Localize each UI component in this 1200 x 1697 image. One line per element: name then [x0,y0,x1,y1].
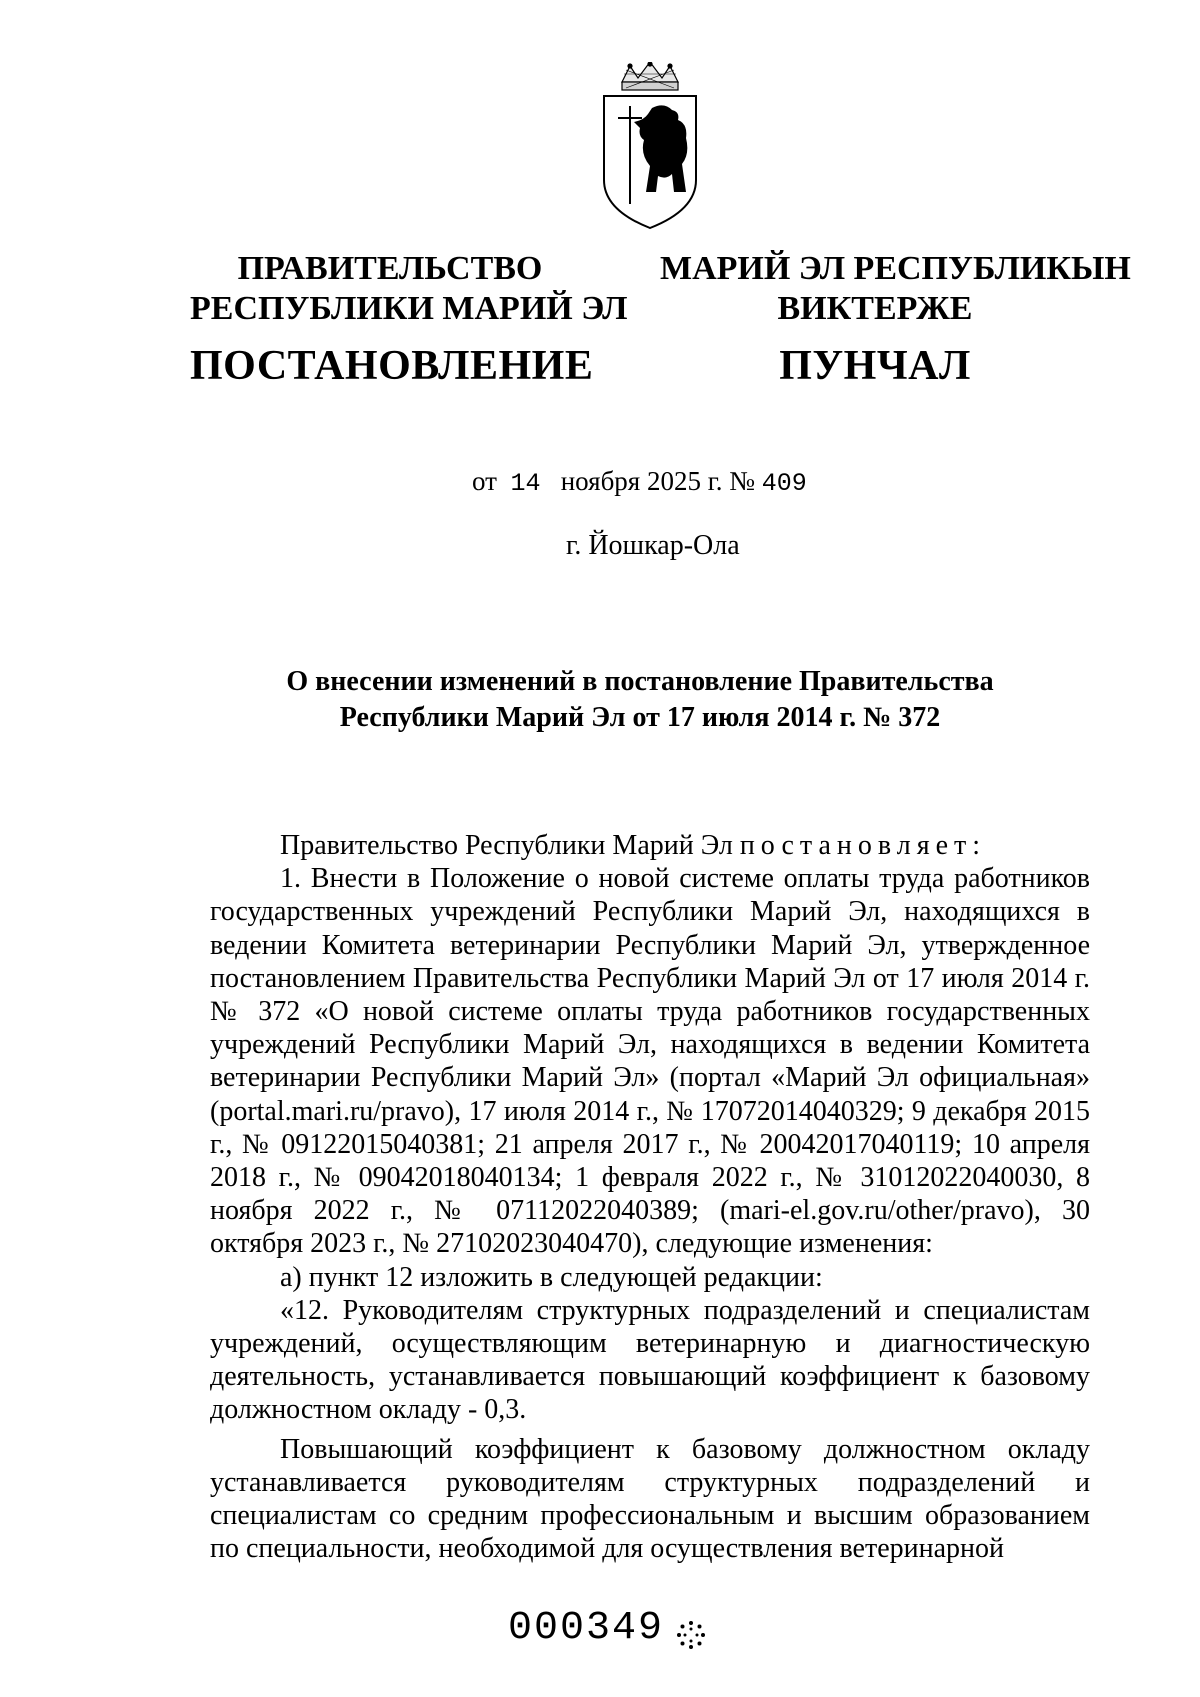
header-left-doc-type: ПОСТАНОВЛЕНИЕ [190,343,594,389]
crown-icon [622,62,678,90]
subject-line1: О внесении изменений в постановление Правительства [286,666,994,697]
header-right [660,249,1131,391]
document-subject [190,664,1090,736]
document-number: 409 [761,469,807,498]
body-paragraph-4: Повышающий коэффициент к базовому должностном окладу устанавливается руководителям структурных подразделений и специалистам со средним профессиональным и высшим образованием по специальности, необходимой для осуществления ветеринарной [210,1433,1090,1565]
body-paragraph-2: а) пункт 12 изложить в следующей редакции: [280,1261,823,1293]
header-right-doc-type: ПУНЧАЛ [779,343,971,389]
subject-line2: Республики Марий Эл от 17 июля 2014 г. № 372 [339,702,941,733]
date-day: 14 [510,469,541,498]
header-right-line2: ВИКТЕРЖЕ [777,290,973,327]
coat-of-arms-icon [600,62,700,232]
intro-resolves: постановляет: [739,830,987,861]
intro-start: Правительство Республики Марий Эл [280,830,733,861]
body-intro [210,829,1090,862]
header-left-line1: ПРАВИТЕЛЬСТВО [237,250,543,287]
date-prefix: от [472,466,497,496]
body-paragraph-3: «12. Руководителям структурных подразделений и специалистам учреждений, осуществляющим ветеринарную и диагностическую деятельность, устанавливается повышающий коэффициент к базовому должностном окладу - 0,3. [210,1294,1090,1426]
date-month-year: ноября 2025 г. № [560,466,756,496]
asterisk-mark-icon [676,1620,706,1650]
document-city: г. Йошкар-Ола [566,530,740,561]
body-paragraph-1: 1. Внести в Положение о новой системе оплаты труда работников государственных учреждений Республики Марий Эл, находящихся в ведении Комитета ветеринарии Республики Марий Эл, утвержденное постановлением Правительства Республики Марий Эл от 17 июля 2014 г. № 372 «О новой системе оплаты труда работников государственных учреждений Республики Марий Эл, находящихся в ведении Комитета ветеринарии Республики Марий Эл» (портал «Марий Эл официальная» (portal.mari.ru/pravo), 17 июля 2014 г., № 17072014040329; 9 декабря 2015 г., № 09122015040381; 21 апреля 2017 г., № 20042017040119; 10 апреля 2018 г., № 09042018040134; 1 февраля 2022 г., № 31012022040030, 8 ноября 2022 г., № 07112022040389; (mari-el.gov.ru/other/pravo), 30 октября 2023 г., № 27102023040470), следующие изменения: [210,863,1090,1260]
header-left [190,249,628,391]
serial-number: 000349 [508,1606,665,1651]
document-date [472,466,807,498]
header-left-line2: РЕСПУБЛИКИ МАРИЙ ЭЛ [190,290,628,327]
document-body [210,829,1090,1565]
header-right-line1: МАРИЙ ЭЛ РЕСПУБЛИКЫН [660,250,1131,287]
